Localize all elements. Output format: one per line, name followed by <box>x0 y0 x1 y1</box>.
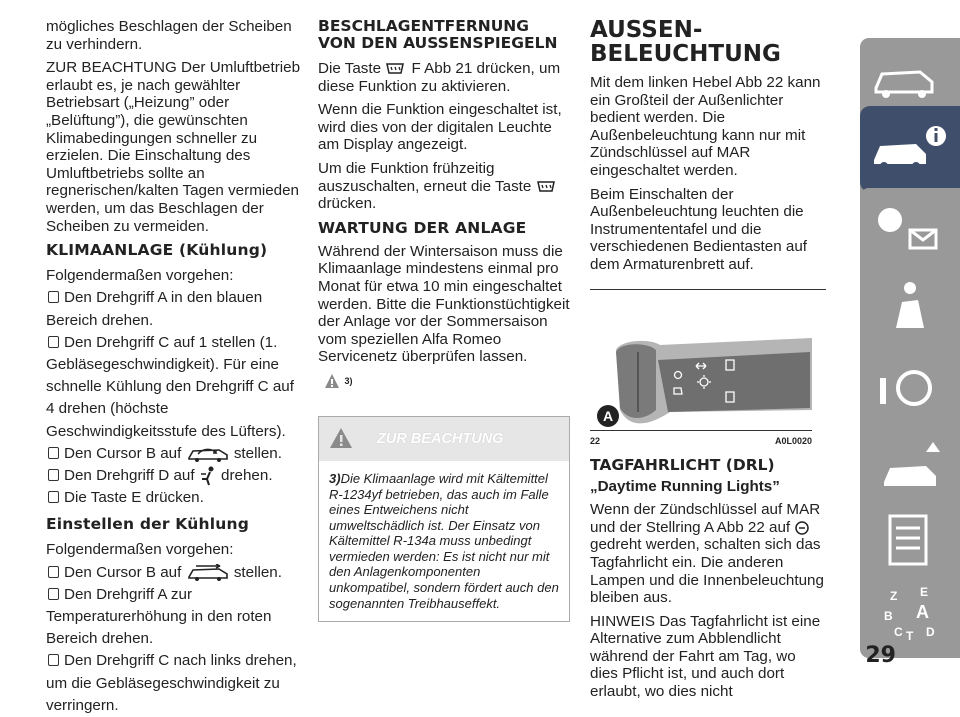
warning-triangle-icon <box>324 373 340 389</box>
warning-lights-icon <box>860 188 960 268</box>
warning-note-body: 3)Die Klimaanlage wird mit Kältemittel R-1234yf betrieben, das auch im Falle eines Entweichens nicht umweltschädlich ist. Der Einsatz von Kältemittel R-134a muss unbedingt vermieden werden: Es ist nicht nur mit den Anlagenkomponenten unkompatibel, sondern fördert auch den sogenannten Treibhauseffekt. <box>329 470 559 611</box>
list-item: Den Drehgriff A in den blauen Bereich drehen. <box>46 289 263 329</box>
seatbelt-person-icon <box>860 268 960 348</box>
recirculation-car-icon <box>186 445 230 463</box>
outside-air-car-icon <box>186 564 230 582</box>
figure-label-a: A <box>602 407 614 424</box>
index-letters-icon <box>860 572 960 652</box>
figure-caption: 22 A0L0020 <box>590 430 812 446</box>
warning-triangle-icon <box>329 427 353 449</box>
svg-text:Z: Z <box>890 589 898 603</box>
para-switch-off: Um die Funktion frühzeitig auszuschalten, erneut die Taste drücken. <box>318 160 570 213</box>
reference-marker: 3) <box>318 372 570 394</box>
para-lever: Mit dem linken Hebel Abb 22 kann ein Großteil der Außenlichter bedient werden. Die Außenbeleuchtung kann nur mit Zündschlüssel auf MAR eingeschaltet werden. <box>590 74 821 179</box>
para-display-light: Wenn die Funktion eingeschaltet ist, wird dies von der digitalen Leuchte am Display angezeigt. <box>318 101 562 154</box>
figure-22-lever <box>590 290 816 430</box>
para-drl-note: HINWEIS Das Tagfahrlicht ist eine Alternative zum Abblendlicht während der Fahrt am Tag, wo dies Pflicht ist, und auch dort erlaubt, wo dies nicht <box>590 612 821 701</box>
steering-wheel-icon <box>860 348 960 428</box>
para-umluft-note: ZUR BEACHTUNG Der Umluftbetrieb erlaubt es, je nach gewählter Betriebsart („Heizung” oder „Belüftung”), die gewünschten Klimabedingungen schneller zu erzielen. Die Einschaltung des Umluftbetriebs sollte an regnerischen/kalten Tagen vermieden werden, um das Beschlagen der Scheiben zu vermeiden. <box>46 59 301 235</box>
warning-note-header <box>319 417 569 461</box>
para-procedure-1: Folgendermaßen vorgehen: <box>46 267 234 285</box>
drl-symbol-icon <box>794 520 810 536</box>
svg-text:E: E <box>920 585 929 599</box>
para-mirror-button: Die Taste F Abb 21 drücken, um diese Funktion zu aktivieren. <box>318 60 561 95</box>
svg-text:D: D <box>926 625 935 639</box>
heading-beschlagentfernung: BESCHLAGENTFERNUNG VON DEN AUSSENSPIEGELN <box>318 17 558 52</box>
heading-klimaanlage: KLIMAANLAGE (Kühlung) <box>46 241 268 260</box>
bullet-icon <box>48 291 59 303</box>
list-item: Den Drehgriff C auf 1 stellen (1. Gebläsegeschwindigkeit). Für eine schnelle Kühlung den Drehgriff C auf 4 drehen (höchste Geschwindigkeitsstufe des Lüfters). <box>46 333 294 440</box>
list-item: Den Cursor B auf stellen. <box>46 443 300 465</box>
list-item: Den Drehgriff A zur Temperaturerhöhung in den roten Bereich drehen. <box>46 585 272 648</box>
list-item: Den Cursor B auf stellen. <box>46 562 300 584</box>
subheading-drl: „Daytime Running Lights” <box>590 477 780 495</box>
page-number: 29 <box>865 643 896 668</box>
mirror-defrost-icon <box>536 179 558 195</box>
person-airflow-icon <box>199 466 217 486</box>
bullet-icon <box>48 491 59 503</box>
bullet-icon <box>48 588 59 600</box>
tab-info-active[interactable] <box>860 106 960 192</box>
tab-driving[interactable] <box>860 348 960 434</box>
para-drl-activation: Wenn der Zündschlüssel auf MAR und der Stellring A Abb 22 auf gedreht werden, schalten sich das Tagfahrlicht ein. Die anderen Lampen und die Innenbeleuchtung bleiben aus. <box>590 501 824 607</box>
service-checklist-icon <box>860 500 960 580</box>
para-procedure-2: Folgendermaßen vorgehen: <box>46 541 234 559</box>
heading-aussenbeleuchtung: AUSSEN-BELEUCHTUNG <box>590 17 781 67</box>
list-item: Den Drehgriff C nach links drehen, um die Gebläsegeschwindigkeit zu verringern. <box>46 652 297 714</box>
svg-text:T: T <box>906 629 914 643</box>
bullet-icon <box>48 566 59 578</box>
svg-text:B: B <box>884 609 893 623</box>
para-continuation: mögliches Beschlagen der Scheiben zu verhindern. <box>46 18 292 53</box>
bullet-icon <box>48 336 59 348</box>
light-lever-illustration <box>590 290 816 430</box>
heading-einstellen-kuehlung: Einstellen der Kühlung <box>46 515 249 534</box>
bullet-icon <box>48 654 59 666</box>
svg-text:C: C <box>894 625 903 639</box>
tab-safety[interactable] <box>860 268 960 354</box>
para-illumination: Beim Einschalten der Außenbeleuchtung leuchten die Instrumententafel und die verschiedenen Bedientasten auf dem Armaturenbrett auf. <box>590 185 808 273</box>
car-info-icon <box>860 106 960 192</box>
tab-warning-lights[interactable] <box>860 188 960 274</box>
bullet-icon <box>48 469 59 481</box>
para-maintenance: Während der Wintersaison muss die Klimaanlage mindestens einmal pro Monat für etwa 10 min eingeschaltet werden. Bitte die Funktionstüchtigkeit der Anlage vor der Sommersaison vom speziellen Alfa Romeo Servicenetz überprüfen lassen. <box>318 242 570 366</box>
heading-tagfahrlicht: TAGFAHRLICHT (DRL) <box>590 455 775 474</box>
list-item: Den Drehgriff D auf drehen. <box>46 465 300 487</box>
svg-text:A: A <box>916 602 929 622</box>
heading-wartung: WARTUNG DER ANLAGE <box>318 218 527 237</box>
warning-note-title: ZUR BEACHTUNG <box>377 430 504 447</box>
bullet-icon <box>48 447 59 459</box>
warning-note-box <box>318 416 570 622</box>
column-1 <box>46 18 300 717</box>
mirror-defrost-icon <box>385 61 407 77</box>
list-item: Die Taste E drücken. <box>46 487 300 509</box>
column-3 <box>590 18 826 707</box>
column-2 <box>318 18 570 622</box>
car-breakdown-icon <box>860 428 960 508</box>
